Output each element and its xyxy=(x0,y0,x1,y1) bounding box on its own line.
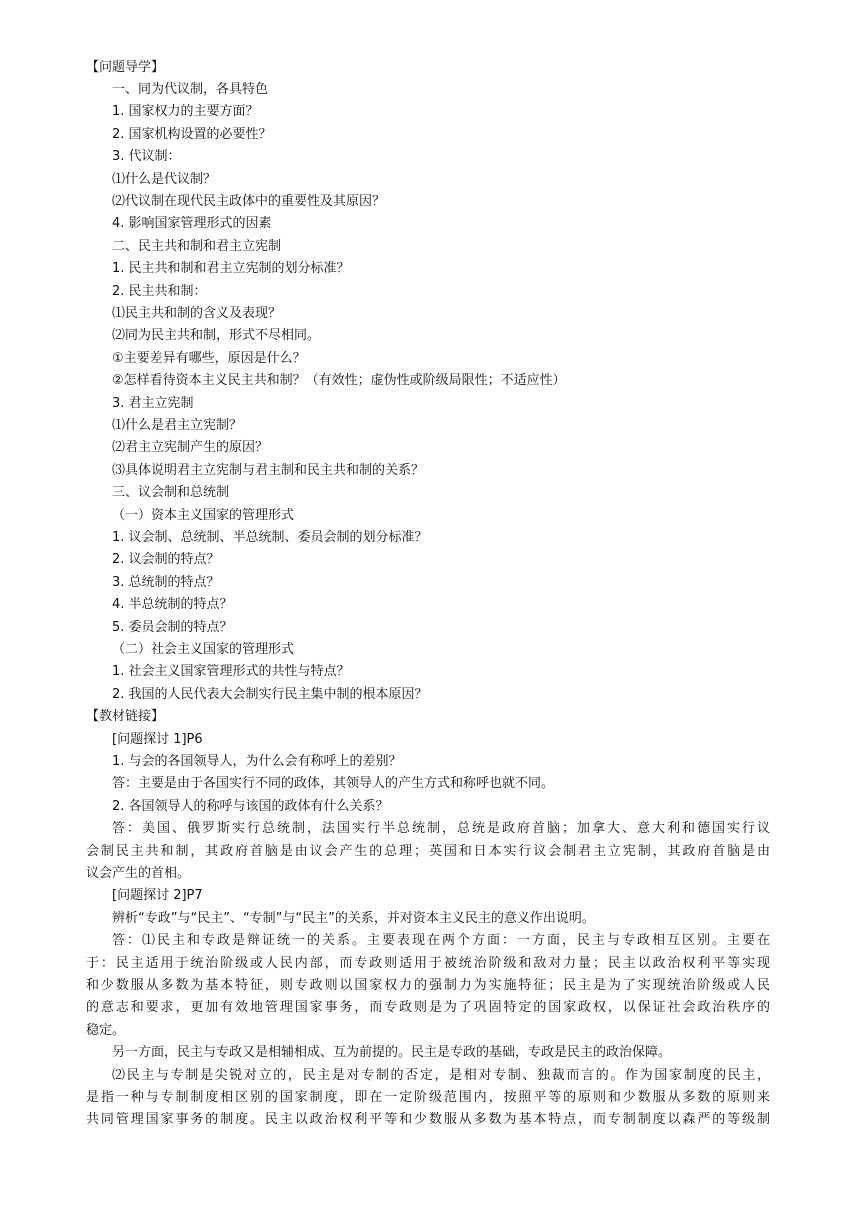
question-line: ①主要差异有哪些，原因是什么？ xyxy=(112,351,306,366)
question-line: 1. 社会主义国家管理形式的共性与特点？ xyxy=(112,664,350,679)
answer-line: 于：民主适用于统治阶级或人民内部，而专政则适用于被统治阶级和敌对力量；民主以政治权利平等实现 xyxy=(86,956,770,971)
answer-line: 会制民主共和制，其政府首脑是由议会产生的总理；英国和日本实行议会制君主立宪制，其政府首脑是由 xyxy=(86,844,770,859)
question-line: 1. 民主共和制和君主立宪制的划分标准？ xyxy=(112,261,350,276)
question-line: 3. 君主立宪制 xyxy=(112,396,194,411)
answer-line: 答：⑴民主和专政是辩证统一的关系。主要表现在两个方面：一方面，民主与专政相互区别。主要在 xyxy=(112,933,770,948)
question-line: 2. 民主共和制： xyxy=(112,284,207,299)
subheading: （二）社会主义国家的管理形式 xyxy=(112,642,295,657)
question-line: ⑴什么是君主立宪制？ xyxy=(112,418,243,433)
question-line: 2. 各国领导人的称呼与该国的政体有什么关系？ xyxy=(112,799,389,814)
question-line: ⑵君主立宪制产生的原因？ xyxy=(112,440,269,455)
section-heading-textbook-link: 【教材链接】 xyxy=(86,709,165,724)
question-line: 1. 国家权力的主要方面？ xyxy=(112,104,259,119)
section-heading-problem-guide: 【问题导学】 xyxy=(86,60,165,75)
heading-part-3: 三、议会制和总统制 xyxy=(112,485,230,500)
question-line: 1. 与会的各国领导人，为什么会有称呼上的差别？ xyxy=(112,754,402,769)
answer-line: 另一方面，民主与专政又是相辅相成、互为前提的。民主是专政的基础，专政是民主的政治保障。 xyxy=(112,1045,672,1060)
question-line: 2. 议会制的特点？ xyxy=(112,552,220,567)
question-line: ⑶具体说明君主立宪制与君主制和民主共和制的关系？ xyxy=(112,463,425,478)
question-line: ②怎样看待资本主义民主共和制？（有效性；虚伪性或阶级局限性；不适应性） xyxy=(112,373,566,388)
discussion-label: [问题探讨 2]P7 xyxy=(112,888,203,903)
question-line: ⑵同为民主共和制，形式不尽相同。 xyxy=(112,328,321,343)
answer-line: 是指一种与专制制度相区别的国家制度，即在一定阶级范围内，按照平等的原则和少数服从多数的原则来 xyxy=(86,1090,770,1105)
answer-line: 答：主要是由于各国实行不同的政体，其领导人的产生方式和称呼也就不同。 xyxy=(112,776,555,791)
subheading: （一）资本主义国家的管理形式 xyxy=(112,508,295,523)
question-line: 5. 委员会制的特点？ xyxy=(112,620,233,635)
answer-line: 的意志和要求，更加有效地管理国家事务，而专政则是为了巩固特定的国家政权，以保证社会政治秩序的 xyxy=(86,1000,770,1015)
question-line: ⑴民主共和制的含义及表现？ xyxy=(112,306,282,321)
question-line: 1. 议会制、总统制、半总统制、委员会制的划分标准？ xyxy=(112,530,428,545)
answer-line: 和少数服从多数为基本特征，则专政则以国家权力的强制力为实施特征；民主是为了实现统治阶级或人民 xyxy=(86,978,770,993)
question-line: ⑵代议制在现代民主政体中的重要性及其原因？ xyxy=(112,194,386,209)
question-line: 4. 半总统制的特点？ xyxy=(112,597,233,612)
answer-line: 议会产生的首相。 xyxy=(86,866,191,881)
question-line: 辨析“专政”与“民主”、“专制”与“民主”的关系，并对资本主义民主的意义作出说明。 xyxy=(112,911,595,926)
discussion-label: [问题探讨 1]P6 xyxy=(112,732,203,747)
question-line: 4. 影响国家管理形式的因素 xyxy=(112,216,272,231)
answer-line: 共同管理国家事务的制度。民主以政治权利平等和少数服从多数为基本特点，而专制制度以森严的等级制 xyxy=(86,1112,770,1127)
question-line: 2. 我国的人民代表大会制实行民主集中制的根本原因？ xyxy=(112,687,428,702)
answer-line: 答：美国、俄罗斯实行总统制，法国实行半总统制，总统是政府首脑；加拿大、意大利和德国实行议 xyxy=(112,821,770,836)
question-line: ⑴什么是代议制？ xyxy=(112,172,217,187)
question-line: 3. 总统制的特点？ xyxy=(112,575,220,590)
heading-part-1: 一、同为代议制，各具特色 xyxy=(112,82,269,97)
question-line: 2. 国家机构设置的必要性？ xyxy=(112,127,272,142)
question-line: 3. 代议制： xyxy=(112,149,181,164)
answer-line: 稳定。 xyxy=(86,1023,126,1038)
heading-part-2: 二、民主共和制和君主立宪制 xyxy=(112,239,282,254)
answer-line: ⑵民主与专制是尖锐对立的，民主是对专制的否定，是相对专制、独裁而言的。作为国家制度的民主， xyxy=(112,1068,770,1083)
